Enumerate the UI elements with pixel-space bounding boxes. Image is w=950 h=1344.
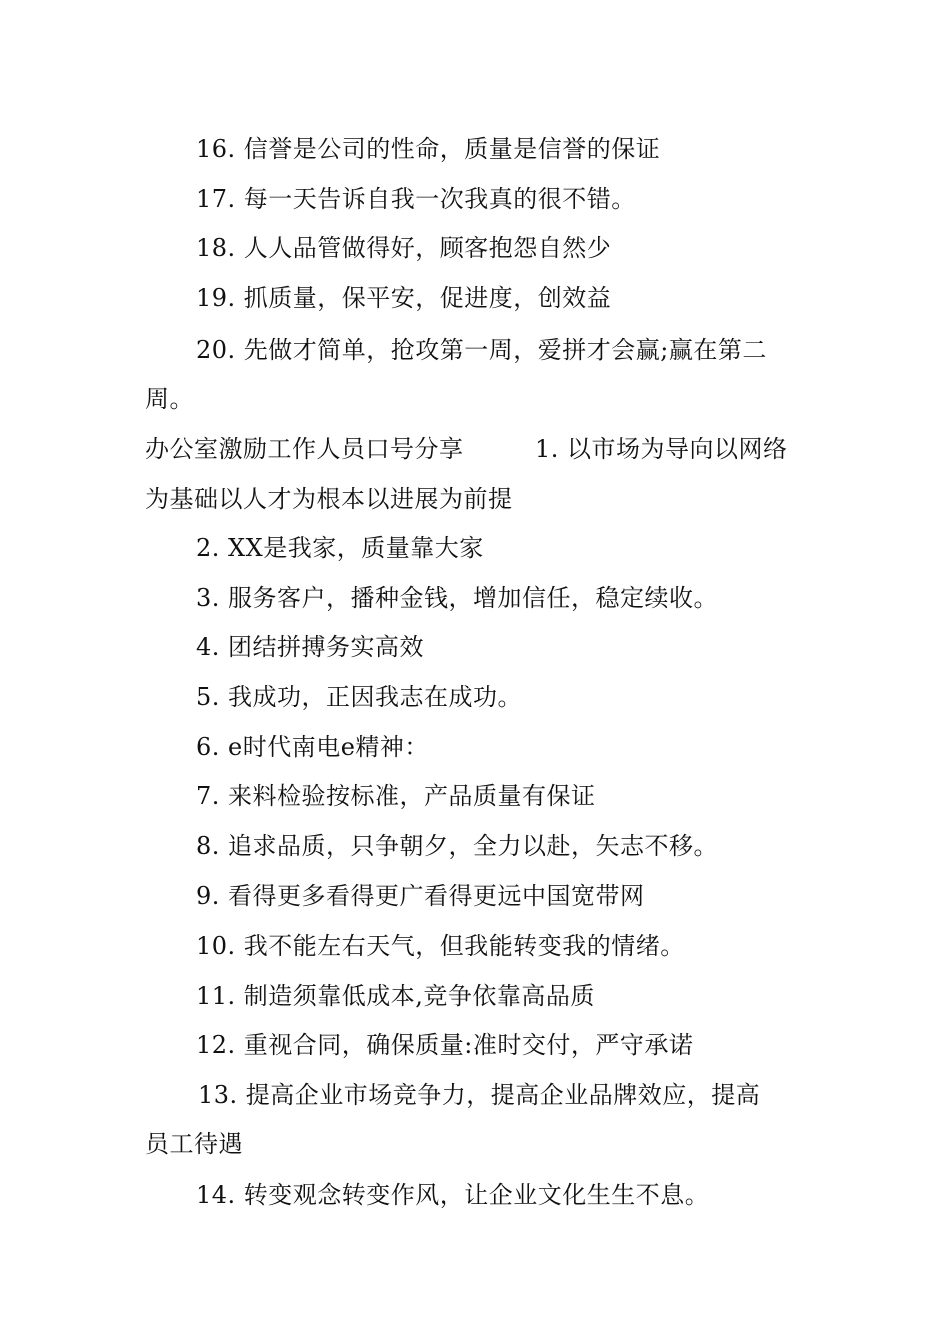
slogan-line-5: 5. 我成功，正因我志在成功。 bbox=[196, 683, 523, 711]
slogan-line-20-continued: 周。 bbox=[145, 385, 194, 413]
slogan-line-13: 13. 提高企业市场竞争力，提高企业品牌效应，提高 bbox=[198, 1081, 761, 1109]
slogan-line-6: 6. e时代南电e精神： bbox=[196, 733, 429, 761]
slogan-line-17: 17. 每一天告诉自我一次我真的很不错。 bbox=[196, 185, 636, 213]
slogan-line-1-continued: 为基础以人才为根本以进展为前提 bbox=[145, 485, 513, 513]
slogan-line-3: 3. 服务客户，播种金钱，增加信任，稳定续收。 bbox=[196, 584, 719, 612]
slogan-line-14: 14. 转变观念转变作风，让企业文化生生不息。 bbox=[196, 1181, 710, 1209]
slogan-line-8: 8. 追求品质，只争朝夕，全力以赴，矢志不移。 bbox=[196, 832, 719, 860]
slogan-line-7: 7. 来料检验按标准，产品质量有保证 bbox=[196, 782, 596, 810]
slogan-line-12: 12. 重视合同，确保质量:准时交付，严守承诺 bbox=[196, 1031, 694, 1059]
slogan-line-18: 18. 人人品管做得好，顾客抱怨自然少 bbox=[196, 234, 612, 262]
slogan-line-19: 19. 抓质量，保平安，促进度，创效益 bbox=[196, 284, 612, 312]
slogan-line-20: 20. 先做才简单，抢攻第一周，爱拼才会赢;赢在第二 bbox=[196, 336, 767, 364]
section-heading: 办公室激励工作人员口号分享 bbox=[145, 435, 464, 463]
slogan-line-11: 11. 制造须靠低成本,竞争依靠高品质 bbox=[196, 982, 595, 1010]
slogan-line-10: 10. 我不能左右天气，但我能转变我的情绪。 bbox=[196, 932, 685, 960]
slogan-line-1: 1. 以市场为导向以网络 bbox=[535, 435, 788, 463]
slogan-line-4: 4. 团结拼搏务实高效 bbox=[196, 633, 425, 661]
slogan-line-16: 16. 信誉是公司的性命，质量是信誉的保证 bbox=[196, 135, 661, 163]
slogan-line-9: 9. 看得更多看得更广看得更远中国宽带网 bbox=[196, 882, 645, 910]
slogan-line-13-continued: 员工待遇 bbox=[145, 1130, 243, 1158]
slogan-line-2: 2. XX是我家，质量靠大家 bbox=[196, 534, 484, 562]
